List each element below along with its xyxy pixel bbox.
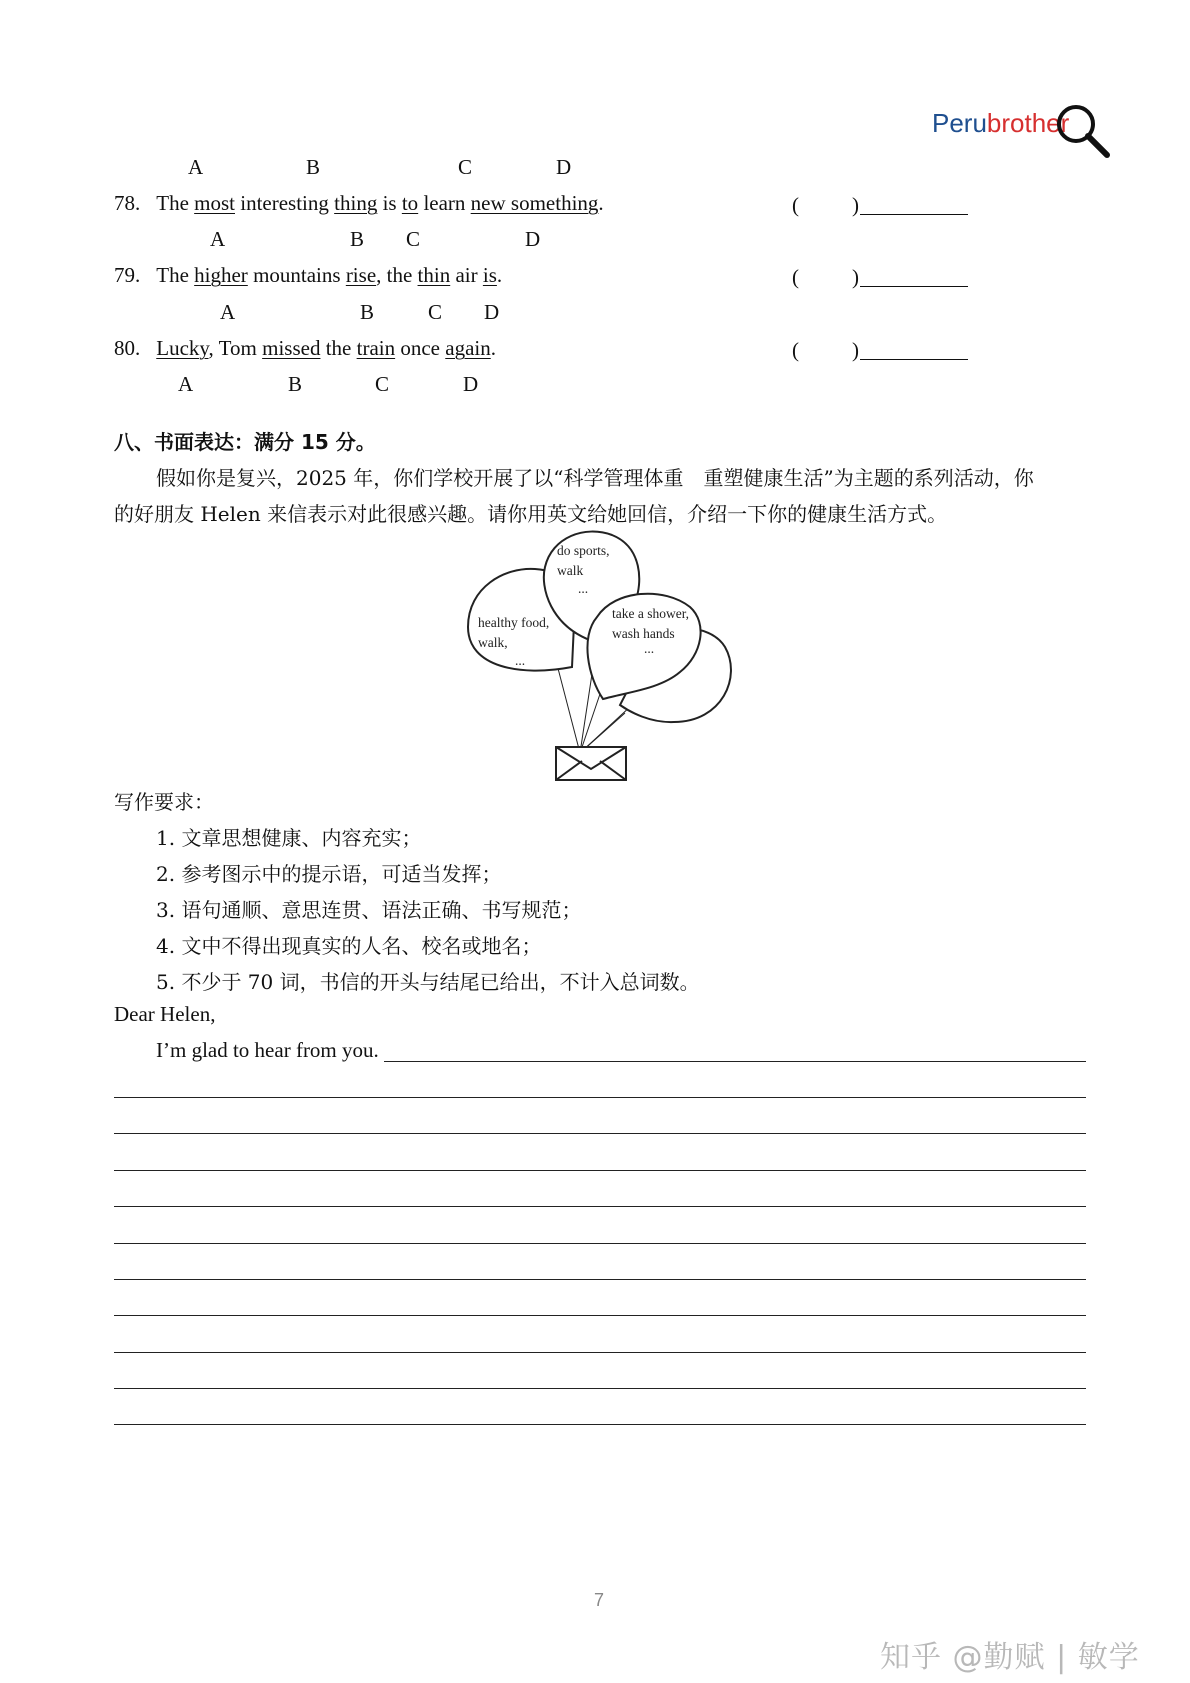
question-number: 78. (114, 191, 141, 215)
q78-option-c: C (406, 227, 421, 251)
writing-line[interactable] (114, 1170, 1086, 1171)
writing-line[interactable] (114, 1352, 1086, 1353)
writing-line[interactable] (114, 1279, 1086, 1280)
requirement-item: 5. 不少于 70 词，书信的开头与结尾已给出，不计入总词数。 (156, 970, 700, 994)
prompt-paragraph-line2: 的好朋友 Helen 来信表示对此很感兴趣。请你用英文给她回信，介绍一下你的健康生活方式。 (114, 502, 948, 526)
q78-option-d: D (525, 227, 541, 251)
question-78 (114, 193, 604, 214)
section-heading: 八、书面表达：满分 15 分。 (114, 430, 376, 454)
q79-text: The (156, 263, 195, 287)
requirements-title: 写作要求： (114, 790, 214, 814)
writing-line[interactable] (114, 1388, 1086, 1389)
q77-option-a: A (188, 155, 204, 179)
question-80 (114, 338, 496, 359)
q78-text: is (377, 191, 402, 215)
q80-text: . (490, 336, 496, 360)
q79-option-a: A (220, 300, 236, 324)
balloon-top-text-1: do sports, (557, 543, 610, 558)
balloon-top-text-2: walk (557, 563, 584, 578)
q77-option-c: C (458, 155, 473, 179)
q80-underline-a: Lucky (156, 336, 209, 360)
question-79 (114, 265, 502, 286)
prompt-paragraph-line1: 假如你是复兴，2025 年，你们学校开展了以“科学管理体重 重塑健康生活”为主题的系列活动，你 (156, 466, 1034, 490)
q80-text: , Tom (208, 336, 263, 360)
q78-text: interesting (235, 191, 335, 215)
q80-answer-open: ( (792, 338, 799, 362)
q78-option-b: B (350, 227, 365, 251)
balloon-middle-text-2: wash hands (612, 626, 675, 641)
q80-underline-b: missed (262, 336, 321, 360)
q78-option-a: A (210, 227, 226, 251)
q79-underline-a: higher (194, 263, 248, 287)
balloon-left-text-2: walk, (478, 635, 508, 650)
q80-underline-d: again (445, 336, 491, 360)
q78-text: learn (418, 191, 471, 215)
writing-line[interactable] (114, 1133, 1086, 1134)
q79-answer-open: ( (792, 265, 799, 289)
q79-underline-d: is (482, 263, 497, 287)
q78-answer-close: ) (852, 193, 859, 217)
q80-option-d: D (463, 372, 479, 396)
balloon-left-text-3: ... (515, 653, 526, 668)
brand-logo (932, 108, 1069, 139)
page-number: 7 (594, 1590, 605, 1610)
q79-option-b: B (360, 300, 375, 324)
balloon-middle-text-3: ... (644, 641, 655, 656)
writing-line[interactable] (114, 1097, 1086, 1098)
q79-option-c: C (428, 300, 443, 324)
balloon-middle-text-1: take a shower, (612, 606, 690, 621)
balloon-letter-figure (460, 527, 750, 782)
q79-text: mountains (247, 263, 346, 287)
q80-option-b: B (288, 372, 303, 396)
envelope-icon (556, 747, 626, 780)
q79-text: air (450, 263, 483, 287)
q80-option-c: C (375, 372, 390, 396)
question-number: 79. (114, 263, 141, 287)
question-number: 80. (114, 336, 141, 360)
q78-answer-open: ( (792, 193, 799, 217)
balloon-top-text-3: ... (578, 581, 589, 596)
watermark-text: 知乎 @勤赋 | 敏学 (880, 1640, 1140, 1675)
q80-text: once (395, 336, 446, 360)
requirement-item: 1. 文章思想健康、内容充实； (156, 826, 422, 850)
q79-option-d: D (484, 300, 500, 324)
writing-line[interactable] (114, 1315, 1086, 1316)
q80-option-a: A (178, 372, 194, 396)
requirement-item: 4. 文中不得出现真实的人名、校名或地名； (156, 934, 542, 958)
letter-opening: I’m glad to hear from you. (156, 1038, 379, 1062)
q78-text: The (156, 191, 195, 215)
q78-underline-c: to (401, 191, 419, 215)
letter-salutation: Dear Helen, (114, 1002, 216, 1026)
logo-text-peru: Peru (932, 108, 987, 138)
q78-underline-a: most (194, 191, 235, 215)
q77-option-b: B (306, 155, 321, 179)
q78-correction-blank[interactable] (860, 196, 968, 220)
writing-line[interactable] (114, 1424, 1086, 1425)
logo-text-brother: brother (986, 108, 1070, 138)
q80-underline-c: train (356, 336, 396, 360)
q79-underline-b: rise (345, 263, 377, 287)
q80-correction-blank[interactable] (860, 341, 968, 365)
magnifier-icon (1052, 100, 1112, 160)
q79-answer-close: ) (852, 265, 859, 289)
requirement-item: 3. 语句通顺、意思连贯、语法正确、书写规范； (156, 898, 582, 922)
q80-answer-close: ) (852, 338, 859, 362)
balloon-left-text-1: healthy food, (478, 615, 550, 630)
q78-underline-b: thing (334, 191, 378, 215)
writing-line[interactable] (384, 1061, 1086, 1062)
q79-text: . (496, 263, 503, 287)
q80-text: the (320, 336, 357, 360)
requirement-item: 2. 参考图示中的提示语，可适当发挥； (156, 862, 502, 886)
q78-text: . (598, 191, 604, 215)
q79-underline-c: thin (417, 263, 451, 287)
writing-line[interactable] (114, 1243, 1086, 1244)
q79-correction-blank[interactable] (860, 268, 968, 292)
writing-line[interactable] (114, 1206, 1086, 1207)
q78-underline-d: new something (470, 191, 599, 215)
q79-text: , the (376, 263, 418, 287)
q77-option-d: D (556, 155, 572, 179)
